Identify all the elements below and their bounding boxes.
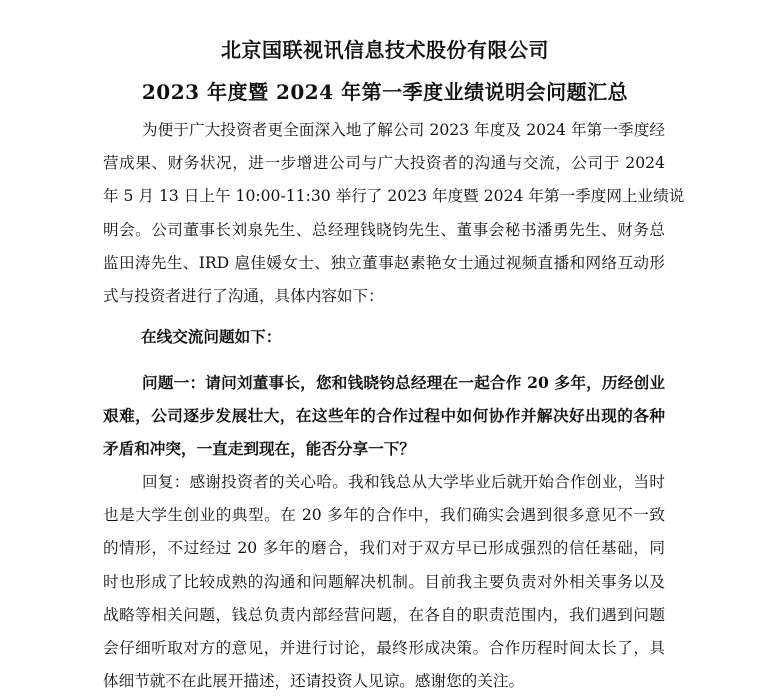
- intro-line: 年 5 月 13 日上午 10:00-11:30 举行了 2023 年度暨 2024 年第一季度网上业绩说: [103, 187, 685, 206]
- answer-line: 回复：感谢投资者的关心哈。我和钱总从大学毕业后就开始合作创业，当时: [142, 473, 665, 491]
- answer-line: 战略等相关问题，钱总负责内部经营问题，在各自的职责范围内，我们遇到问题: [103, 605, 665, 624]
- answer-paragraph: [103, 466, 665, 698]
- answer-line: 也是大学生创业的典型。在 20 多年的合作中，我们确实会遇到很多意见不一致: [103, 506, 665, 525]
- section-heading: 在线交流问题如下：: [141, 327, 282, 346]
- question-line: 矛盾和冲突，一直走到现在，能否分享一下？: [103, 439, 415, 459]
- intro-line: 为便于广大投资者更全面深入地了解公司 2023 年度及 2024 年第一季度经: [142, 121, 665, 139]
- question-line: 问题一：请问刘董事长，您和钱晓钧总经理在一起合作 20 多年，历经创业: [142, 373, 665, 392]
- intro-paragraph: [103, 114, 685, 313]
- question-line: 艰难，公司逐步发展壮大，在这些年的合作过程中如何协作并解决好出现的各种: [103, 406, 665, 426]
- document-title-company: 北京国联视讯信息技术股份有限公司: [221, 38, 549, 62]
- intro-line: 监田涛先生、IRD 扈佳媛女士、独立董事赵素艳女士通过视频直播和网络互动形: [103, 253, 665, 272]
- intro-line: 营成果、财务状况，进一步增进公司与广大投资者的沟通与交流，公司于 2024: [103, 154, 665, 173]
- question-paragraph: [103, 366, 665, 466]
- intro-line: 式与投资者进行了沟通，具体内容如下：: [103, 287, 384, 306]
- intro-line: 明会。公司董事长刘泉先生、总经理钱晓钧先生、董事会秘书潘勇先生、财务总: [103, 220, 665, 239]
- answer-line: 会仔细听取对方的意见，并进行讨论，最终形成决策。合作历程时间太长了，具: [103, 639, 665, 658]
- answer-line: 的情形，不过经过 20 多年的磨合，我们对于双方早已形成强烈的信任基础，同: [103, 539, 665, 558]
- answer-line: 时也形成了比较成熟的沟通和问题解决机制。目前我主要负责对外相关事务以及: [103, 572, 665, 591]
- document-title-meeting: 2023 年度暨 2024 年第一季度业绩说明会问题汇总: [141, 80, 629, 104]
- answer-line: 体细节就不在此展开描述，还请投资人见谅。感谢您的关注。: [103, 672, 525, 691]
